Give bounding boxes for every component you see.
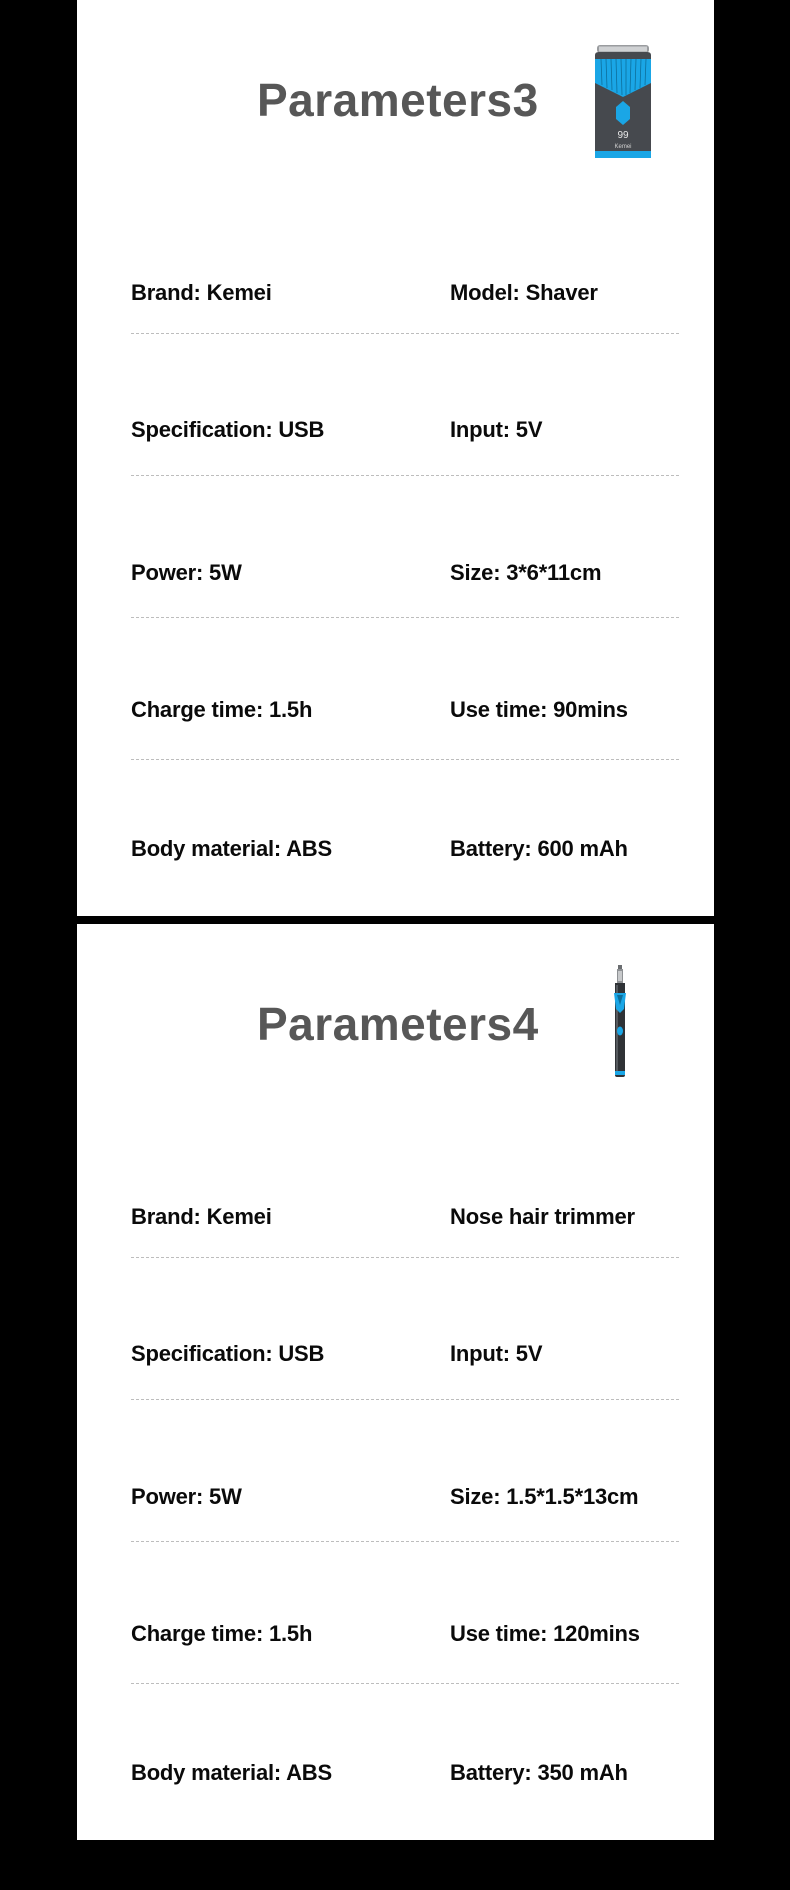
row-divider	[131, 759, 679, 760]
spec-specification: Specification: USB	[131, 417, 325, 442]
spec-model: Model: Shaver	[450, 280, 598, 305]
spec-use-time: Use time: 90mins	[450, 697, 628, 722]
spec-body-material: Body material: ABS	[131, 1760, 332, 1785]
spec-charge-time: Charge time: 1.5h	[131, 1621, 313, 1646]
spec-power: Power: 5W	[131, 560, 242, 585]
spec-model: Nose hair trimmer	[450, 1204, 635, 1229]
spec-battery: Battery: 600 mAh	[450, 836, 628, 861]
spec-battery: Battery: 350 mAh	[450, 1760, 628, 1785]
spec-specification: Specification: USB	[131, 1341, 325, 1366]
row-divider	[131, 1257, 679, 1258]
row-divider	[131, 1399, 679, 1400]
spec-body-material: Body material: ABS	[131, 836, 332, 861]
spec-brand: Brand: Kemei	[131, 280, 272, 305]
row-divider	[131, 333, 679, 334]
panel-title: Parameters4	[257, 998, 539, 1050]
row-divider	[131, 1683, 679, 1684]
spec-input: Input: 5V	[450, 1341, 543, 1366]
shaver-image	[593, 45, 653, 158]
spec-size: Size: 3*6*11cm	[450, 560, 602, 585]
parameters-panel-4	[77, 924, 714, 1840]
spec-power: Power: 5W	[131, 1484, 242, 1509]
panel-title: Parameters3	[257, 74, 539, 126]
svg-text:99: 99	[617, 130, 629, 141]
row-divider	[131, 617, 679, 618]
spec-use-time: Use time: 120mins	[450, 1621, 640, 1646]
spec-charge-time: Charge time: 1.5h	[131, 697, 313, 722]
parameters-panel-3	[77, 0, 714, 916]
row-divider	[131, 475, 679, 476]
spec-size: Size: 1.5*1.5*13cm	[450, 1484, 639, 1509]
spec-input: Input: 5V	[450, 417, 543, 442]
nose-hair-trimmer-image	[612, 965, 628, 1077]
svg-text:Kemei: Kemei	[614, 144, 632, 150]
spec-brand: Brand: Kemei	[131, 1204, 272, 1229]
row-divider	[131, 1541, 679, 1542]
